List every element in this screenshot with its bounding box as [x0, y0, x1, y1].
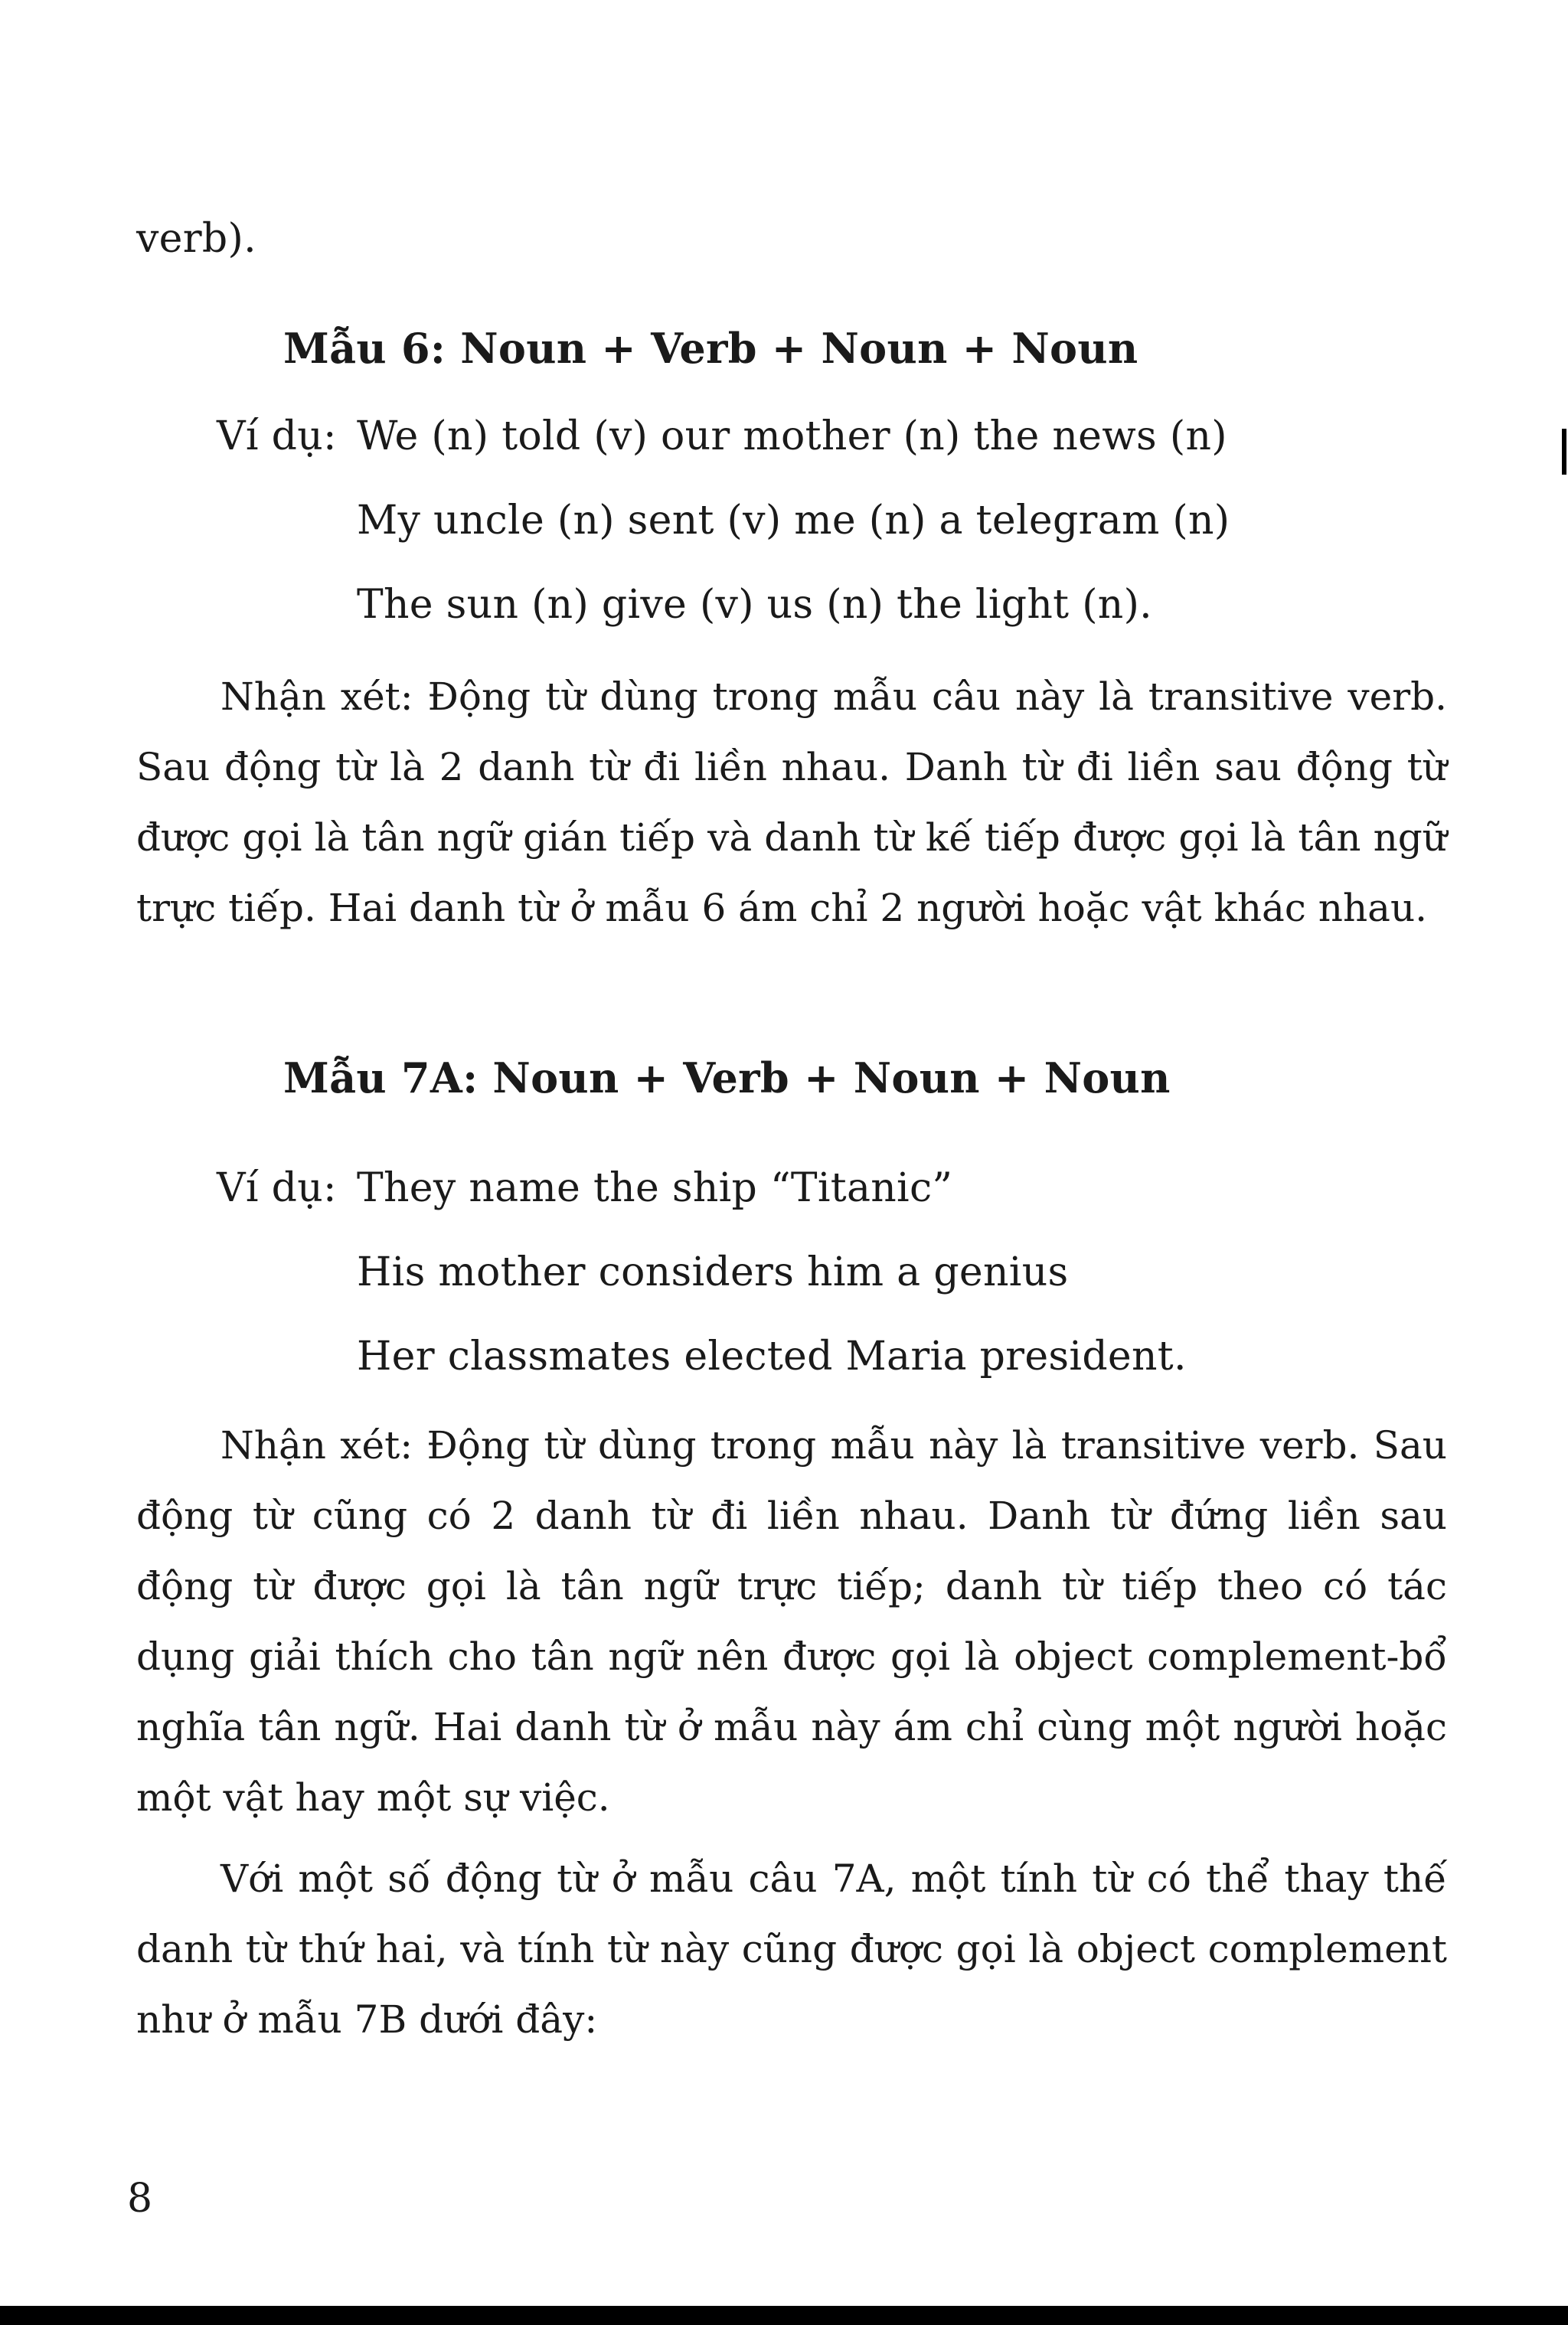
- pattern-6-example-2: My uncle (n) sent (v) me (n) a telegram (n): [357, 498, 1230, 544]
- pattern-7a-example-3: Her classmates elected Maria president.: [357, 1334, 1187, 1380]
- pattern-7a-example-1: They name the ship “Titanic”: [357, 1165, 953, 1211]
- pattern-7a-heading: Mẫu 7A: Noun + Verb + Noun + Noun: [283, 1053, 1171, 1102]
- pattern-7a-followup: [136, 1843, 1447, 2055]
- pattern-6-note: [136, 661, 1447, 943]
- pattern-7a-followup-text: Với một số động từ ở mẫu câu 7A, một tính từ có thể thay thế danh từ thứ hai, và tính từ này cũng được gọi là object complement như ở mẫu 7B dưới đây:: [136, 1856, 1447, 2042]
- pattern-6-heading: Mẫu 6: Noun + Verb + Noun + Noun: [283, 324, 1138, 373]
- pattern-7a-example-2: His mother considers him a genius: [357, 1249, 1069, 1295]
- carryover-text: verb).: [136, 216, 256, 262]
- pattern-7a-example-label: Ví dụ:: [217, 1165, 337, 1211]
- pattern-7a-note: [136, 1410, 1447, 1833]
- scan-bottom-border: [0, 2306, 1568, 2325]
- page-number: 8: [127, 2176, 153, 2222]
- pattern-6-example-3: The sun (n) give (v) us (n) the light (n).: [357, 582, 1152, 628]
- pattern-6-note-text: Nhận xét: Động từ dùng trong mẫu câu này là transitive verb. Sau động từ là 2 danh từ đi liền nhau. Danh từ đi liền sau động từ được gọi là tân ngữ gián tiếp và danh từ kế tiếp được gọi là tân ngữ trực tiếp. Hai danh từ ở mẫu 6 ám chỉ 2 người hoặc vật khác nhau.: [136, 674, 1447, 930]
- pattern-6-example-1: We (n) told (v) our mother (n) the news (n): [357, 413, 1227, 459]
- pattern-7a-note-text: Nhận xét: Động từ dùng trong mẫu này là transitive verb. Sau động từ cũng có 2 danh từ đi liền nhau. Danh từ đứng liền sau động từ được gọi là tân ngữ trực tiếp; danh từ tiếp theo có tác dụng giải thích cho tân ngữ nên được gọi là object complement-bổ nghĩa tân ngữ. Hai danh từ ở mẫu này ám chỉ cùng một người hoặc một vật hay một sự việc.: [136, 1423, 1447, 1820]
- pattern-6-example-label: Ví dụ:: [217, 413, 337, 459]
- scan-margin-mark: [1562, 429, 1566, 475]
